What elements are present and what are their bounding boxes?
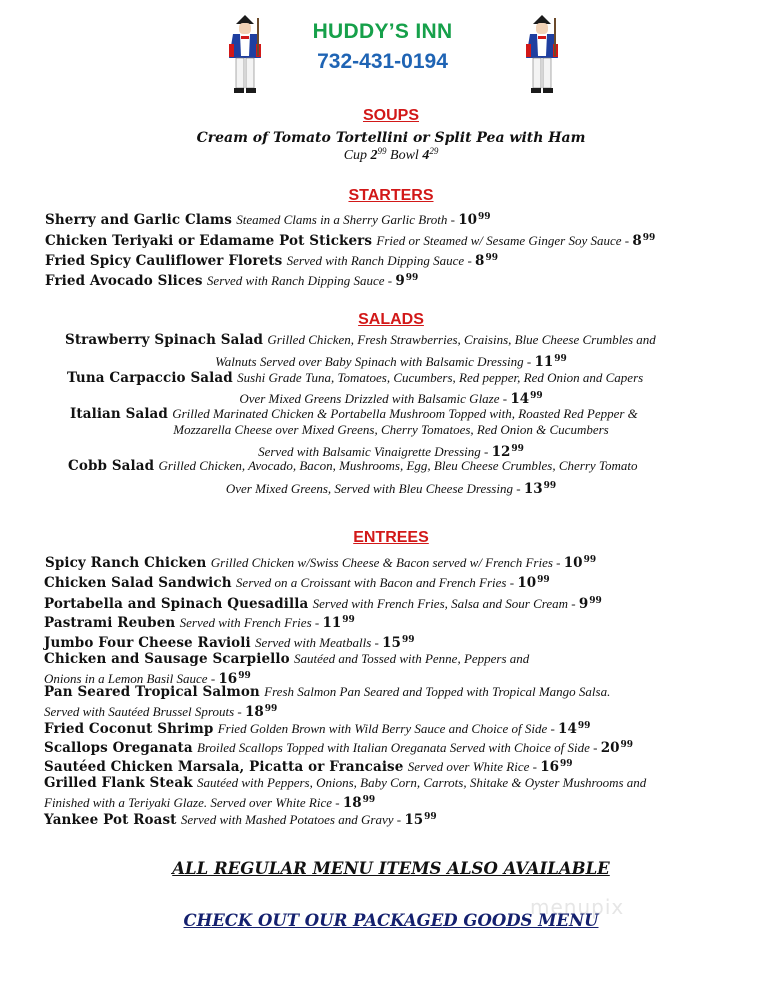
menu-item-continued: Served with Sautéed Brussel Sprouts - $18^{99}$: [44, 704, 278, 720]
menu-item: Strawberry Spinach Salad Grilled Chicken, Fresh Strawberries, Craisins, Blue Cheese Crumbles and: [65, 332, 656, 348]
menu-item-continued: Onions in a Lemon Basil Sauce - $16^{99}$: [44, 671, 251, 687]
soup-prices: Cup $2^{99}$ Bowl $4^{29}$: [343, 146, 439, 163]
regular-menu-note: ALL REGULAR MENU ITEMS ALSO AVAILABLE: [172, 859, 610, 878]
menu-item: Fried Spicy Cauliflower Florets Served with Ranch Dipping Sauce - $8^{99}$: [45, 253, 498, 269]
menu-item: Yankee Pot Roast Served with Mashed Potatoes and Gravy - $15^{99}$: [44, 812, 437, 828]
menu-item-continued: Finished with a Teriyaki Glaze. Served over White Rice - $18^{99}$: [44, 795, 376, 811]
soup-options: Cream of Tomato Tortellini or Split Pea with Ham: [196, 130, 586, 146]
menu-item: Fried Coconut Shrimp Fried Golden Brown with Wild Berry Sauce and Choice of Side - $14^{99}$: [44, 721, 591, 737]
soup-or-word: or: [412, 130, 430, 146]
soups-heading: SOUPS: [362, 107, 419, 124]
menu-item-continued: Served with Balsamic Vinaigrette Dressing - $12^{99}$: [258, 444, 524, 460]
phone-number[interactable]: 732-431-0194: [317, 50, 448, 73]
restaurant-name: HUDDY’S INN: [312, 20, 453, 43]
menu-item: Pan Seared Tropical Salmon Fresh Salmon Pan Seared and Topped with Tropical Mango Salsa.: [44, 684, 611, 700]
menu-item: Chicken Salad Sandwich Served on a Croissant with Bacon and French Fries - $10^{99}$: [44, 575, 550, 591]
menu-item: Grilled Flank Steak Sautéed with Peppers, Onions, Baby Corn, Carrots, Shitake & Oyster Mushrooms and: [44, 775, 647, 791]
salads-heading: SALADS: [358, 311, 424, 328]
menu-item: Chicken Teriyaki or Edamame Pot Stickers Fried or Steamed w/ Sesame Ginger Soy Sauce - $8^{99}$: [45, 233, 656, 249]
menu-item: Portabella and Spinach Quesadilla Served with French Fries, Salsa and Sour Cream - $9^{99}$: [44, 596, 602, 612]
menu-item: Chicken and Sausage Scarpiello Sautéed and Tossed with Penne, Peppers and: [44, 651, 530, 667]
menu-item: Scallops Oreganata Broiled Scallops Topped with Italian Oreganata Served with Choice of Side - $20^{99}$: [44, 740, 634, 756]
menu-item: Jumbo Four Cheese Ravioli Served with Meatballs - $15^{99}$: [44, 635, 415, 651]
watermark: menupix: [530, 895, 625, 919]
menu-item: Cobb Salad Grilled Chicken, Avocado, Bacon, Mushrooms, Egg, Bleu Cheese Crumbles, Cherry Tomato: [68, 458, 638, 474]
menu-item: Pastrami Reuben Served with French Fries - $11^{99}$: [44, 615, 355, 631]
starters-heading: STARTERS: [348, 187, 434, 204]
menu-item: Sherry and Garlic Clams Steamed Clams in a Sherry Garlic Broth - $10^{99}$: [45, 212, 491, 228]
menu-item: Spicy Ranch Chicken Grilled Chicken w/Swiss Cheese & Bacon served w/ French Fries - $10^{99}$: [45, 555, 597, 571]
menu-item: Italian Salad Grilled Marinated Chicken & Portabella Mushroom Topped with, Roasted Red Pepper &: [70, 406, 638, 422]
packaged-goods-link[interactable]: CHECK OUT OUR PACKAGED GOODS MENU: [183, 911, 599, 930]
menu-item: Sautéed Chicken Marsala, Picatta or Francaise Served over White Rice - $16^{99}$: [44, 759, 573, 775]
menu-item-continued: Over Mixed Greens, Served with Bleu Cheese Dressing - $13^{99}$: [225, 481, 557, 497]
menu-item-continued: Mozzarella Cheese over Mixed Greens, Cherry Tomatoes, Red Onion & Cucumbers: [173, 422, 609, 437]
entrees-heading: ENTREES: [353, 529, 429, 546]
menu-item: Tuna Carpaccio Salad Sushi Grade Tuna, Tomatoes, Cucumbers, Red pepper, Red Onion and Capers: [67, 370, 644, 386]
menu-item: Fried Avocado Slices Served with Ranch Dipping Sauce - $9^{99}$: [45, 273, 419, 289]
menu-item-continued: Walnuts Served over Baby Spinach with Balsamic Dressing - $11^{99}$: [215, 354, 567, 370]
menu-item-continued: Over Mixed Greens Drizzled with Balsamic Glaze - $14^{99}$: [239, 391, 543, 407]
